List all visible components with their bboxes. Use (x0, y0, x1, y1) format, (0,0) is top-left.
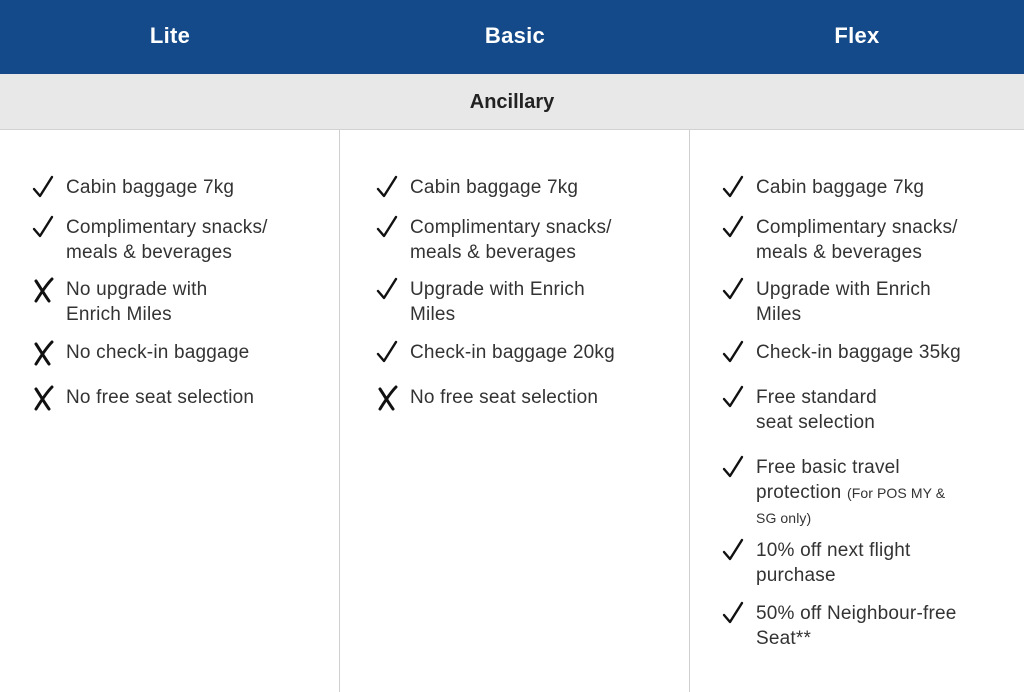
check-icon (376, 215, 410, 241)
tier-basic-title: Basic (484, 23, 546, 48)
check-icon (376, 277, 410, 303)
feature-text-line1: Upgrade with Enrich (756, 279, 931, 300)
check-icon (722, 215, 756, 241)
feature-note-line2: SG only) (756, 510, 812, 526)
feature-text (756, 601, 957, 651)
feature-text-line2: meals & beverages (756, 242, 923, 263)
feature-text-line1: Complimentary snacks/ (66, 217, 268, 238)
feature-text-line2: meals & beverages (66, 242, 233, 263)
feature-text (410, 277, 585, 327)
tier-lite-title: Lite (149, 23, 191, 48)
feature-text-line1: 10% off next flight (756, 540, 911, 561)
flex-feature-snacks (722, 215, 958, 265)
check-icon (376, 175, 410, 201)
feature-text (756, 277, 931, 327)
feature-text (756, 385, 877, 435)
basic-feature-no-seat (376, 385, 598, 411)
basic-feature-checkin (376, 340, 615, 366)
feature-text-line1: Free standard (756, 387, 877, 408)
feature-text: No free seat selection (66, 387, 255, 408)
flex-feature-seat-selection (722, 385, 877, 435)
check-icon (722, 385, 756, 411)
flex-feature-cabin-baggage (722, 175, 924, 201)
feature-text: No check-in baggage (66, 342, 250, 363)
cross-icon (32, 277, 66, 303)
basic-feature-snacks (376, 215, 612, 265)
check-icon (722, 340, 756, 366)
lite-feature-no-upgrade (32, 277, 207, 327)
tier-flex-title: Flex (834, 23, 880, 48)
feature-text-line2: purchase (756, 565, 836, 586)
flex-column (690, 130, 1024, 692)
feature-text-line1: Upgrade with Enrich (410, 279, 585, 300)
check-icon (722, 601, 756, 627)
ancillary-section-bar (0, 74, 1024, 130)
flex-feature-next-flight-discount (722, 538, 911, 588)
feature-text (756, 538, 911, 588)
feature-text: Cabin baggage 7kg (410, 177, 579, 198)
cross-icon (376, 385, 410, 411)
basic-feature-upgrade (376, 277, 585, 327)
lite-feature-no-seat (32, 385, 254, 411)
feature-text (66, 215, 268, 265)
check-icon (32, 175, 66, 201)
feature-text-line2: seat selection (756, 412, 875, 433)
feature-text (756, 455, 945, 530)
check-icon (32, 215, 66, 241)
check-icon (722, 538, 756, 564)
feature-text (410, 215, 612, 265)
lite-column (0, 130, 339, 692)
basic-column (340, 130, 689, 692)
feature-text-line1: No upgrade with (66, 279, 208, 300)
feature-text: Cabin baggage 7kg (66, 177, 235, 198)
feature-text-line2: Enrich Miles (66, 304, 172, 325)
feature-text (66, 277, 207, 327)
check-icon (722, 277, 756, 303)
basic-feature-cabin-baggage (376, 175, 578, 201)
feature-text-line2: Miles (756, 304, 802, 325)
feature-text-line1: Free basic travel (756, 457, 900, 478)
check-icon (376, 340, 410, 366)
feature-text-line2: protection (756, 482, 842, 503)
flex-feature-checkin (722, 340, 961, 366)
flex-feature-travel-protection (722, 455, 945, 530)
feature-text-line2: Seat** (756, 628, 812, 649)
feature-text: No free seat selection (410, 387, 599, 408)
ancillary-section-title: Ancillary (469, 91, 555, 113)
feature-note: (For POS MY & (846, 485, 946, 501)
feature-text: Cabin baggage 7kg (756, 177, 925, 198)
fare-tier-header (0, 0, 1024, 74)
cross-icon (32, 340, 66, 366)
cross-icon (32, 385, 66, 411)
flex-feature-neighbour-free-seat (722, 601, 957, 651)
lite-feature-cabin-baggage (32, 175, 234, 201)
check-icon (722, 175, 756, 201)
feature-text-line2: Miles (410, 304, 456, 325)
feature-text-line2: meals & beverages (410, 242, 577, 263)
feature-text-line1: 50% off Neighbour-free (756, 603, 957, 624)
feature-text: Check-in baggage 20kg (410, 342, 615, 363)
feature-text-line1: Complimentary snacks/ (756, 217, 958, 238)
feature-text: Check-in baggage 35kg (756, 342, 961, 363)
lite-feature-no-checkin (32, 340, 249, 366)
lite-feature-snacks (32, 215, 268, 265)
flex-feature-upgrade (722, 277, 931, 327)
feature-text-line1: Complimentary snacks/ (410, 217, 612, 238)
check-icon (722, 455, 756, 481)
feature-text (756, 215, 958, 265)
